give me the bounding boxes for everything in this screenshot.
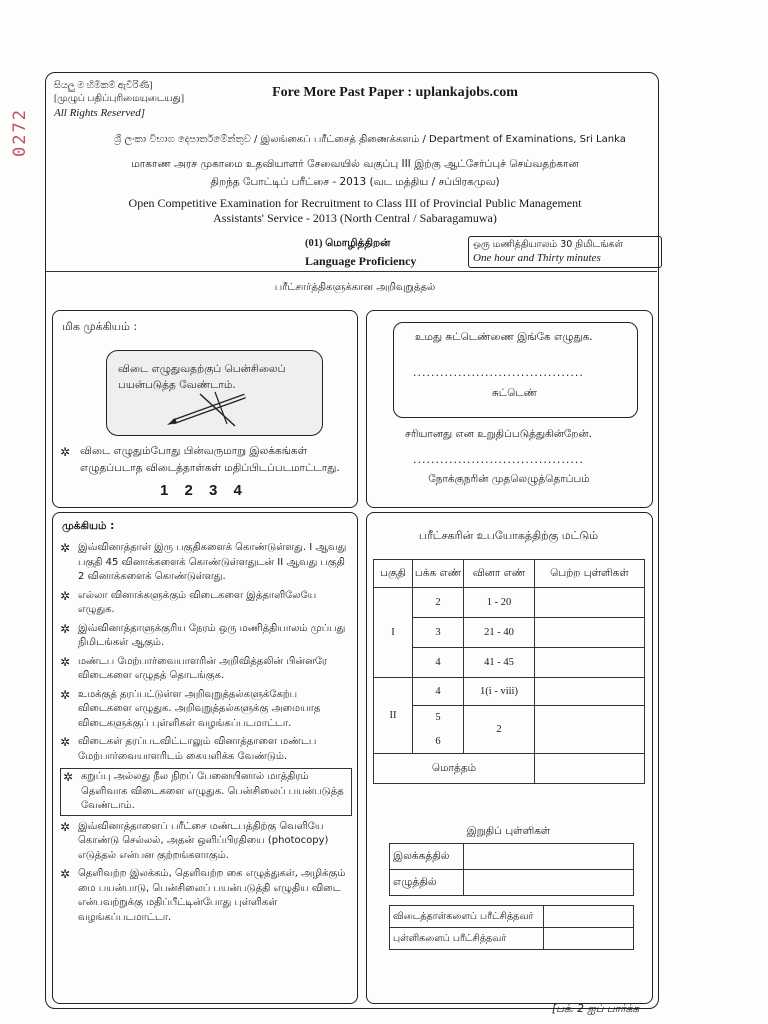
notes-title: முக்கியம் : bbox=[62, 520, 115, 532]
marks-cell[interactable] bbox=[535, 648, 645, 678]
asterisk-icon: ✲ bbox=[60, 445, 71, 459]
answer-checker-label: விடைத்தாள்களைப் பரீட்சித்தவர் bbox=[390, 906, 544, 928]
invigilator-signature-field[interactable]: ...................................... bbox=[413, 453, 584, 466]
final-marks-title: இறுதிப் புள்ளிகள் bbox=[466, 825, 551, 837]
header-divider bbox=[46, 271, 657, 272]
exam-title-en-2: Assistants' Service - 2013 (North Central / Sabaragamuwa) bbox=[213, 211, 497, 225]
exam-title-tamil-1: மாகாண அரச முகாமை உதவியாளர் சேவையில் வகுப்பு III இற்கு ஆட்சேர்ப்புச் செய்வதற்கான bbox=[131, 158, 579, 170]
copyright-tamil: [முழுப் பதிப்புரிமையுடையது] bbox=[54, 93, 185, 104]
numbering-note-1: விடை எழுதும்போது பின்வருமாறு இலக்கங்கள் bbox=[80, 445, 308, 457]
list-item: ✲ இவ்வினாத்தாளைப் பரீட்சை மண்டபத்திற்கு வெளியே கொண்டு செல்லல், அதன் ஒளிப்பிரதியை (photocopy) எடுத்தல் என்பன குற்றங்களாகும். bbox=[60, 820, 352, 864]
duration-box bbox=[468, 236, 662, 268]
index-caption: சுட்டெண் bbox=[491, 387, 538, 399]
confirm-text: சரியானது என உறுதிப்படுத்துகின்றேன். bbox=[405, 428, 592, 440]
total-label: மொத்தம் bbox=[374, 754, 535, 784]
paper-title bbox=[305, 236, 450, 270]
checker-table bbox=[389, 905, 634, 950]
numbering-note-2: எழுதப்படாத விடைத்தாள்கள் மதிப்பிடப்படமாட்டாது. bbox=[80, 462, 340, 474]
header-question: வினா எண் bbox=[464, 560, 535, 588]
notes-list bbox=[60, 541, 352, 929]
in-figures-label: இலக்கத்தில் bbox=[390, 844, 464, 870]
list-item: ✲ மண்டப மேற்பார்வையாளரின் அறிவித்தலின் பின்னரே விடைகளை எழுதத் தொடங்குக. bbox=[60, 655, 352, 684]
list-item: ✲ இவ்வினாத்தாள் இரு பகுதிகளைக் கொண்டுள்ளது. I ஆவது பகுதி 45 வினாக்களைக் கொண்டுள்ளதுடன் II ஆவது பகுதி 2 வினாக்களைக் கொண்டுள்ளது. bbox=[60, 541, 352, 585]
table-row-page: 5 bbox=[413, 706, 464, 730]
list-item: ✲ தெளிவற்ற இலக்கம், தெளிவற்ற கை எழுத்துகள், அழிக்கும் மை பயன்பாடு, பென்சிலைப் பயன்படுத்தி எழுதிய விடை என்பவற்றுக்கு மதிப்பீட்டின்போது புள்ளிகள் வழங்கப்படமாட்டா. bbox=[60, 867, 352, 925]
answer-checker-field[interactable] bbox=[544, 906, 634, 928]
table-row-question: 2 bbox=[464, 706, 535, 754]
table-row-question: 41 - 45 bbox=[464, 648, 535, 678]
pencil-note-2: பயன்படுத்த வேண்டாம். bbox=[118, 379, 236, 391]
table-row-question: 1(i - viii) bbox=[464, 678, 535, 706]
list-item: ✲ கறுப்பு அல்லது நீல நிறப் பேனையினால் மாத்திரம் தெளிவாக விடைகளை எழுதுக. பென்சிலைப் பயன்படுத்த வேண்டாம். bbox=[60, 768, 352, 816]
in-figures-field[interactable] bbox=[464, 844, 634, 870]
asterisk-icon: ✲ bbox=[60, 819, 71, 834]
table-row-question: 21 - 40 bbox=[464, 618, 535, 648]
asterisk-icon: ✲ bbox=[60, 654, 71, 669]
final-marks-table bbox=[389, 843, 634, 896]
copyright-block bbox=[54, 80, 204, 120]
list-item: ✲ இவ்வினாத்தாளுக்குரிய நேரம் ஒரு மணித்தியாலம் முப்பது நிமிடங்கள் ஆகும். bbox=[60, 622, 352, 651]
asterisk-icon: ✲ bbox=[60, 735, 71, 749]
duration-en: One hour and Thirty minutes bbox=[473, 252, 601, 265]
list-item: ✲ விடைகள் தரப்படவிட்டாலும் வினாத்தாளை மண்டப மேற்பார்வையாளரிடம் கையளிக்க வேண்டும். bbox=[60, 735, 352, 764]
paper-subject: Language Proficiency bbox=[305, 253, 417, 268]
asterisk-icon: ✲ bbox=[60, 867, 71, 881]
serial-stamp: 0272 bbox=[10, 108, 30, 157]
instructions-heading: பரீட்சார்த்திகளுக்கான அறிவுறுத்தல் bbox=[274, 282, 436, 293]
invigilator-caption: நோக்குநரின் முதலெழுத்தொப்பம் bbox=[428, 473, 590, 485]
copyright-sinhala: සියලු ම හිමිකම් ඇවිරිණි] bbox=[54, 81, 153, 91]
part-2-cell: II bbox=[374, 678, 413, 754]
asterisk-icon: ✲ bbox=[63, 770, 74, 784]
marks-cell[interactable] bbox=[535, 706, 645, 754]
table-row-question: 1 - 20 bbox=[464, 588, 535, 618]
important-title: மிக முக்கியம் : bbox=[62, 320, 138, 333]
copyright-en: All Rights Reserved] bbox=[54, 106, 146, 119]
asterisk-icon: ✲ bbox=[60, 541, 71, 555]
marks-checker-label: புள்ளிகளைப் பரீட்சித்தவர் bbox=[390, 928, 544, 950]
table-row-page: 4 bbox=[413, 648, 464, 678]
marks-cell[interactable] bbox=[535, 678, 645, 706]
table-row-page: 2 bbox=[413, 588, 464, 618]
marks-table bbox=[373, 559, 645, 784]
header-part: பகுதி bbox=[374, 560, 413, 588]
duration-tamil: ஒரு மணித்தியாலம் 30 நிமிடங்கள் bbox=[473, 239, 624, 250]
table-row-page: 3 bbox=[413, 618, 464, 648]
in-words-field[interactable] bbox=[464, 870, 634, 896]
total-cell[interactable] bbox=[535, 754, 645, 784]
page-footer: [பக். 2 ஐப் பார்க்க bbox=[552, 1003, 640, 1015]
asterisk-icon: ✲ bbox=[60, 588, 71, 603]
crossed-pencil-icon bbox=[165, 388, 265, 428]
table-row-page: 4 bbox=[413, 678, 464, 706]
list-item: ✲ உமக்குத் தரப்பட்டுள்ள அறிவுறுத்தல்களுக்கேற்ப விடைகளை எழுதுக. அறிவுறுத்தல்களுக்கு அமையாத விடைகளுக்குப் புள்ளிகள் வழங்கப்படமாட்டா. bbox=[60, 688, 352, 732]
marks-checker-field[interactable] bbox=[544, 928, 634, 950]
pencil-note-1: விடை எழுதுவதற்குப் பென்சிலைப் bbox=[118, 363, 286, 375]
index-number-field[interactable]: ...................................... bbox=[413, 366, 584, 379]
banner: Fore More Past Paper : uplankajobs.com bbox=[272, 85, 518, 100]
examiner-title: பரீட்சகரின் உபயோகத்திற்கு மட்டும் bbox=[418, 529, 599, 542]
marks-cell[interactable] bbox=[535, 618, 645, 648]
part-1-cell: I bbox=[374, 588, 413, 678]
department-line: ශ්‍රී ලංකා විභාග දෙපාර්තමේන්තුව / இலங்கைப் பரீட்சைத் திணைக்களம் / Department of Examinations, Sri Lanka bbox=[114, 134, 626, 145]
index-label: உமது சுட்டெண்ணை இங்கே எழுதுக. bbox=[415, 331, 593, 343]
list-item: ✲ எல்லா வினாக்களுக்கும் விடைகளை இத்தாளிலேயே எழுதுக. bbox=[60, 589, 352, 618]
exam-title-en-1: Open Competitive Examination for Recruitment to Class III of Provincial Public Management bbox=[128, 196, 582, 210]
asterisk-icon: ✲ bbox=[60, 687, 71, 702]
paper-number: (01) மொழித்திறன் bbox=[305, 238, 391, 249]
exam-title-tamil-2: திறந்த போட்டிப் பரீட்சை - 2013 (வட மத்திய / சப்பிரகமுவ) bbox=[210, 176, 500, 188]
handwritten-numbers: 1 2 3 4 bbox=[160, 482, 248, 499]
header-marks: பெற்ற புள்ளிகள் bbox=[535, 560, 645, 588]
asterisk-icon: ✲ bbox=[60, 621, 71, 636]
table-row-page: 6 bbox=[413, 730, 464, 754]
header-page: பக்க எண் bbox=[413, 560, 464, 588]
in-words-label: எழுத்தில் bbox=[390, 870, 464, 896]
marks-cell[interactable] bbox=[535, 588, 645, 618]
